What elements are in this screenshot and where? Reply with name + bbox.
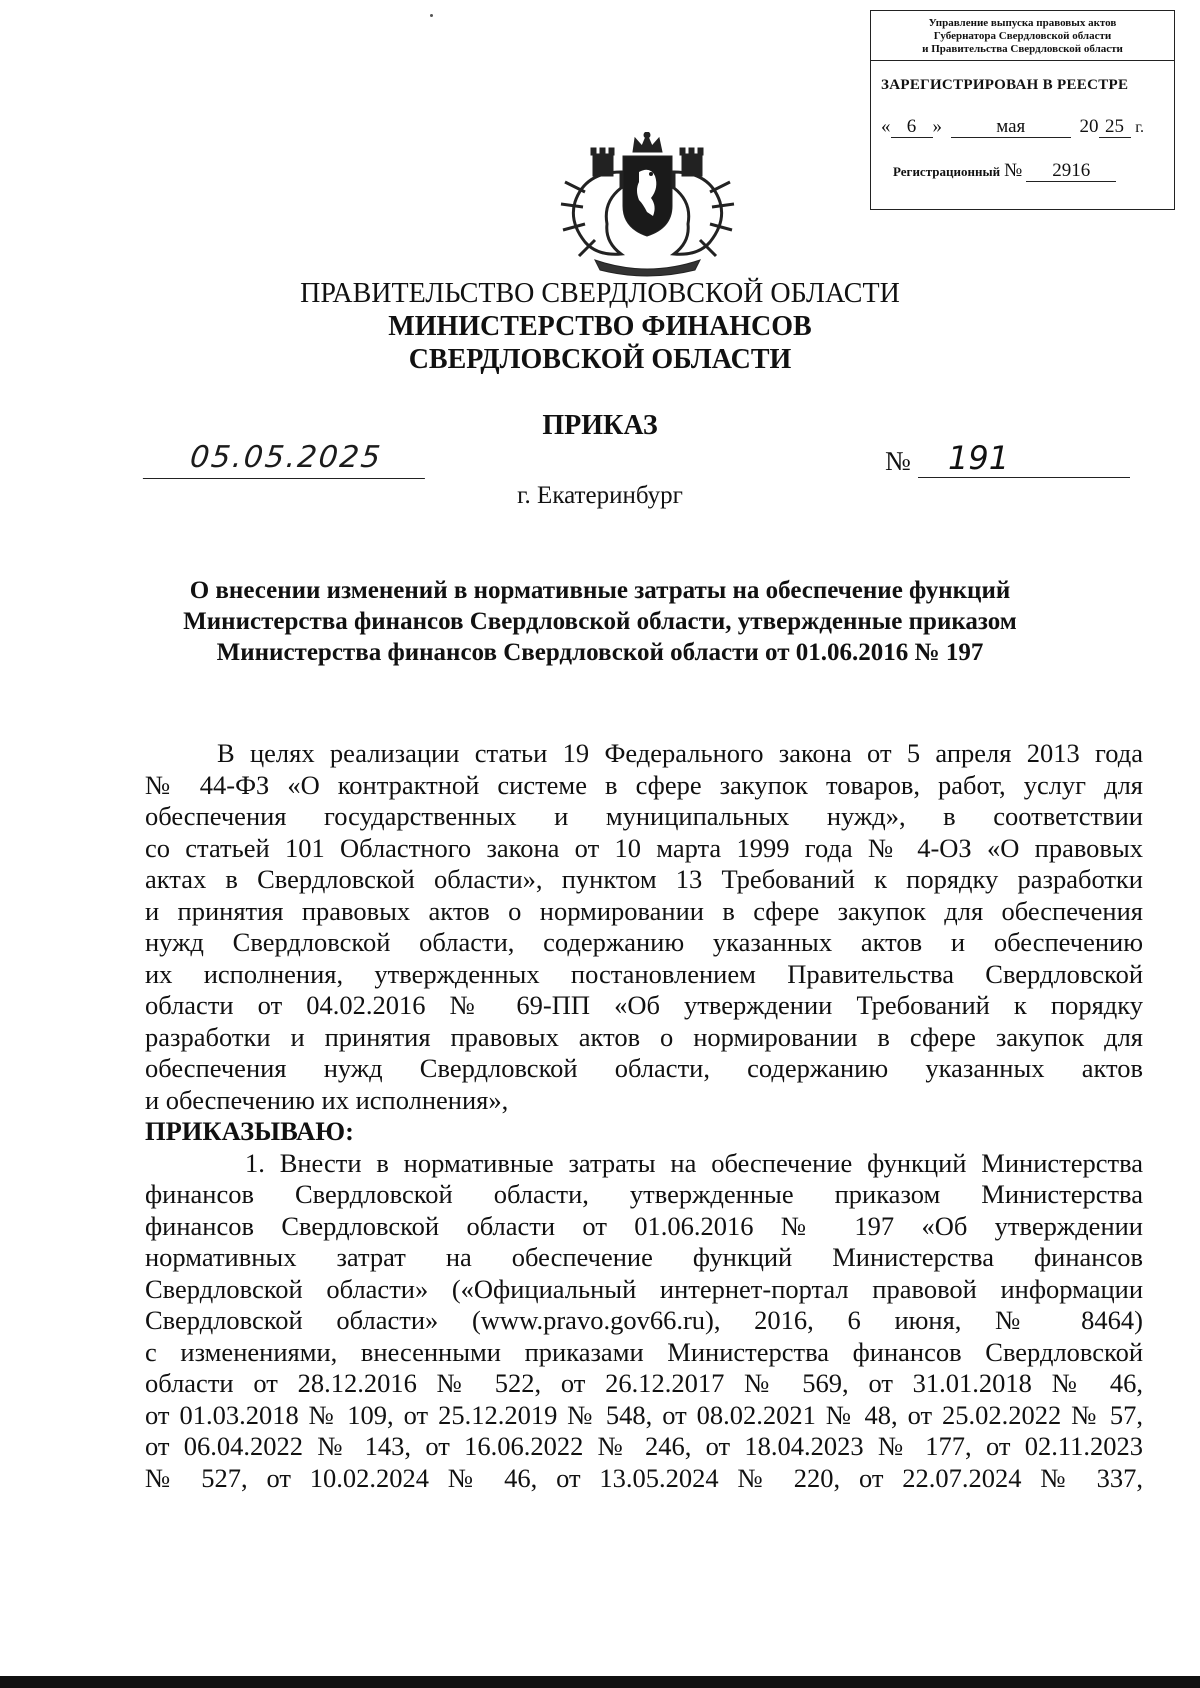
text-line: от 06.04.2022 № 143, от 16.06.2022 № 246, от 18.04.2023 № 177, от 02.11.2023 bbox=[145, 1431, 1143, 1461]
stamp-quote-open: « bbox=[881, 116, 891, 137]
ministry-heading-line1: МИНИСТЕРСТВО ФИНАНСОВ bbox=[388, 311, 812, 342]
stamp-quote-close: » bbox=[932, 116, 942, 137]
stamp-registered-label: ЗАРЕГИСТРИРОВАН В РЕЕСТРЕ bbox=[881, 77, 1129, 93]
stamp-year-suffix: 25 bbox=[1099, 117, 1131, 138]
handwritten-order-number: 191 bbox=[918, 438, 1130, 478]
text-line: области от 04.02.2016 № 69-ПП «Об утверждении Требований к порядку bbox=[145, 990, 1143, 1020]
text-line: 1. Внести в нормативные затраты на обеспечение функций Министерства bbox=[245, 1147, 1143, 1178]
stamp-header-line: Губернатора Свердловской области bbox=[933, 30, 1112, 42]
text-line: от 01.03.2018 № 109, от 25.12.2019 № 548, от 08.02.2021 № 48, от 25.02.2022 № 57, bbox=[145, 1399, 1143, 1430]
text-line: обеспечения нужд Свердловской области, содержанию указанных актов bbox=[145, 1053, 1143, 1083]
stamp-year-unit: г. bbox=[1135, 119, 1145, 136]
text-line: с изменениями, внесенными приказами Министерства финансов Свердловской bbox=[145, 1336, 1143, 1367]
stamp-date bbox=[881, 116, 1174, 138]
text-line: нормативных затрат на обеспечение функций Министерства финансов bbox=[145, 1242, 1143, 1272]
city: г. Екатеринбург bbox=[517, 482, 683, 509]
title-line: Министерства финансов Свердловской области, утвержденные приказом bbox=[183, 608, 1017, 635]
stamp-no-sign: № bbox=[1004, 160, 1023, 181]
title-line: Министерства финансов Свердловской области от 01.06.2016 № 197 bbox=[216, 639, 984, 666]
registration-stamp bbox=[870, 10, 1175, 210]
preamble-paragraph bbox=[145, 738, 1143, 1116]
text-line: их исполнения, утвержденных постановлением Правительства Свердловской bbox=[145, 958, 1143, 989]
scan-edge-line bbox=[0, 1676, 1200, 1688]
government-heading: ПРАВИТЕЛЬСТВО СВЕРДЛОВСКОЙ ОБЛАСТИ bbox=[300, 278, 900, 309]
text-line: со статьей 101 Областного закона от 10 марта 1999 года № 4-ОЗ «О правовых bbox=[145, 832, 1143, 863]
stamp-year-prefix: 20 bbox=[1079, 116, 1099, 137]
stamp-header-line: и Правительства Свердловской области bbox=[922, 43, 1123, 55]
handwritten-date: 05.05.2025 bbox=[143, 438, 429, 479]
text-line: № 527, от 10.02.2024 № 46, от 13.05.2024 № 220, от 22.07.2024 № 337, bbox=[145, 1462, 1143, 1493]
text-line: финансов Свердловской области, утвержденные приказом Министерства bbox=[145, 1179, 1143, 1209]
text-line: финансов Свердловской области от 01.06.2016 № 197 «Об утверждении bbox=[145, 1210, 1143, 1241]
text-line: и обеспечению их исполнения», bbox=[145, 1084, 509, 1115]
coat-of-arms-emblem bbox=[555, 132, 740, 277]
order-title bbox=[140, 575, 1060, 668]
text-line: и принятия правовых актов о нормировании в сфере закупок для обеспечения bbox=[145, 895, 1143, 926]
item-1-paragraph bbox=[145, 1148, 1143, 1495]
text-line: № 44-ФЗ «О контрактной системе в сфере закупок товаров, работ, услуг для bbox=[145, 769, 1143, 800]
stamp-day: 6 bbox=[891, 117, 933, 138]
doc-type-heading: ПРИКАЗ bbox=[542, 410, 658, 441]
command-heading: ПРИКАЗЫВАЮ: bbox=[145, 1116, 354, 1146]
stamp-month: мая bbox=[951, 117, 1071, 138]
text-line: Свердловской области» («Официальный интернет-портал правовой информации bbox=[145, 1273, 1143, 1304]
ministry-heading-line2: СВЕРДЛОВСКОЙ ОБЛАСТИ bbox=[408, 344, 792, 375]
text-line: разработки и принятия правовых актов о нормировании в сфере закупок для bbox=[145, 1021, 1143, 1052]
stamp-header bbox=[871, 11, 1174, 61]
stamp-reg-label: Регистрационный bbox=[893, 164, 1001, 179]
stamp-reg-number-row bbox=[893, 160, 1174, 182]
text-line: Свердловской области» (www.pravo.gov66.ru), 2016, 6 июня, № 8464) bbox=[145, 1305, 1143, 1335]
text-line: области от 28.12.2016 № 522, от 26.12.2017 № 569, от 31.01.2018 № 46, bbox=[145, 1368, 1143, 1398]
text-line: актах в Свердловской области», пунктом 13 Требований к порядку разработки bbox=[145, 864, 1143, 894]
scan-speck bbox=[430, 14, 433, 17]
text-line: В целях реализации статьи 19 Федерального закона от 5 апреля 2013 года bbox=[217, 738, 1143, 768]
text-line: обеспечения государственных и муниципальных нужд», в соответствии bbox=[145, 801, 1143, 831]
text-line: нужд Свердловской области, содержанию указанных актов и обеспечению bbox=[145, 927, 1143, 957]
document-body bbox=[145, 738, 1143, 1494]
stamp-reg-number: 2916 bbox=[1026, 161, 1116, 182]
stamp-header-line: Управление выпуска правовых актов bbox=[928, 17, 1117, 29]
order-number-label: № bbox=[885, 446, 911, 476]
title-line: О внесении изменений в нормативные затраты на обеспечение функций bbox=[189, 577, 1011, 604]
